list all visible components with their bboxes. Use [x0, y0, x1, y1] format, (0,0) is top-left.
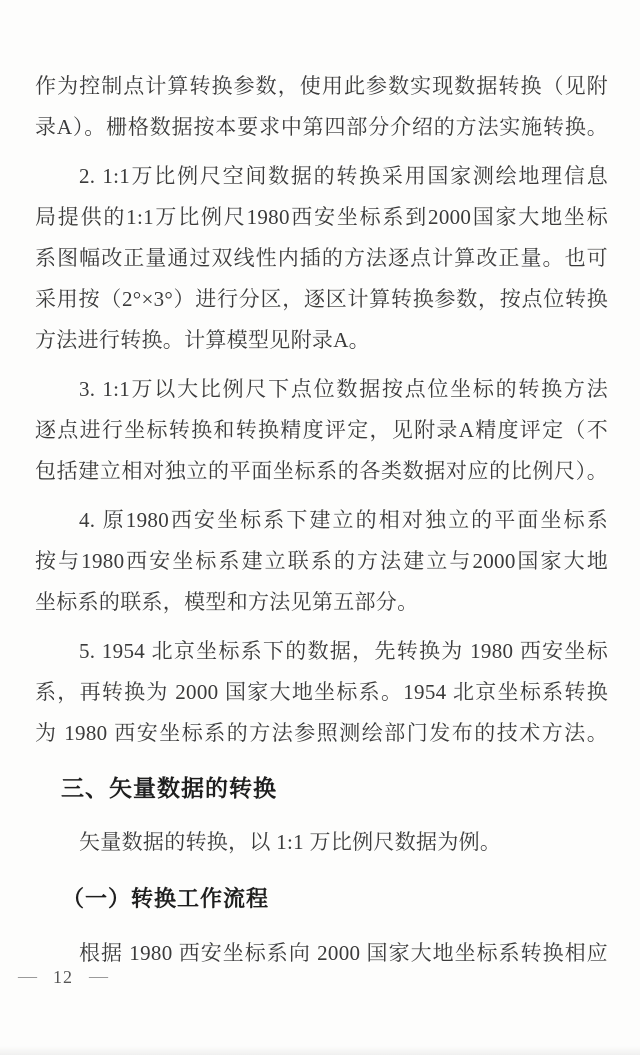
- section-heading: 三、矢量数据的转换: [61, 775, 277, 801]
- text-line: 系，再转换为 2000 国家大地坐标系。1954 北京坐标系转换: [35, 680, 608, 704]
- text-line: 包括建立相对独立的平面坐标系的各类数据对应的比例尺）。: [35, 459, 608, 483]
- paragraph-workflow: [35, 933, 608, 974]
- text-line: 5. 1954 北京坐标系下的数据，先转换为 1980 西安坐标: [79, 639, 608, 663]
- document-body: [35, 66, 608, 982]
- paragraph-item-3: [35, 369, 608, 492]
- footer-dash-right: —: [89, 966, 108, 987]
- text-line: 逐点进行坐标转换和转换精度评定，见附录A精度评定（不: [35, 418, 608, 442]
- text-line: 录A）。栅格数据按本要求中第四部分介绍的方法实施转换。: [35, 115, 608, 139]
- text-line: 采用按（2°×3°）进行分区，逐区计算转换参数，按点位转换: [35, 287, 608, 311]
- paragraph-continuation: [35, 66, 608, 148]
- text-line: 根据 1980 西安坐标系向 2000 国家大地坐标系转换相应: [79, 941, 608, 965]
- subsection-heading: （一）转换工作流程: [62, 886, 270, 911]
- paragraph-item-4: [35, 500, 608, 623]
- text-line: 3. 1:1万以大比例尺下点位数据按点位坐标的转换方法: [79, 377, 608, 401]
- text-line: 按与1980西安坐标系建立联系的方法建立与2000国家大地: [35, 549, 608, 573]
- page-footer: [18, 966, 108, 988]
- paragraph-item-2: [35, 156, 608, 361]
- text-line: 4. 原1980西安坐标系下建立的相对独立的平面坐标系: [79, 508, 608, 532]
- text-line: 矢量数据的转换，以 1:1 万比例尺数据为例。: [79, 830, 502, 854]
- text-line: 2. 1:1万比例尺空间数据的转换采用国家测绘地理信息: [79, 164, 608, 188]
- text-line: 局提供的1:1万比例尺1980西安坐标系到2000国家大地坐标: [35, 205, 608, 229]
- text-line: 为 1980 西安坐标系的方法参照测绘部门发布的技术方法。: [35, 721, 608, 745]
- paragraph-intro: [35, 822, 608, 863]
- page-number: 12: [53, 967, 73, 987]
- text-line: 系图幅改正量通过双线性内插的方法逐点计算改正量。也可: [35, 246, 608, 270]
- text-line: 方法进行转换。计算模型见附录A。: [35, 328, 370, 352]
- text-line: 作为控制点计算转换参数，使用此参数实现数据转换（见附: [35, 74, 608, 98]
- text-line: 坐标系的联系，模型和方法见第五部分。: [35, 590, 419, 614]
- footer-dash-left: —: [18, 966, 37, 987]
- paragraph-item-5: [35, 631, 608, 754]
